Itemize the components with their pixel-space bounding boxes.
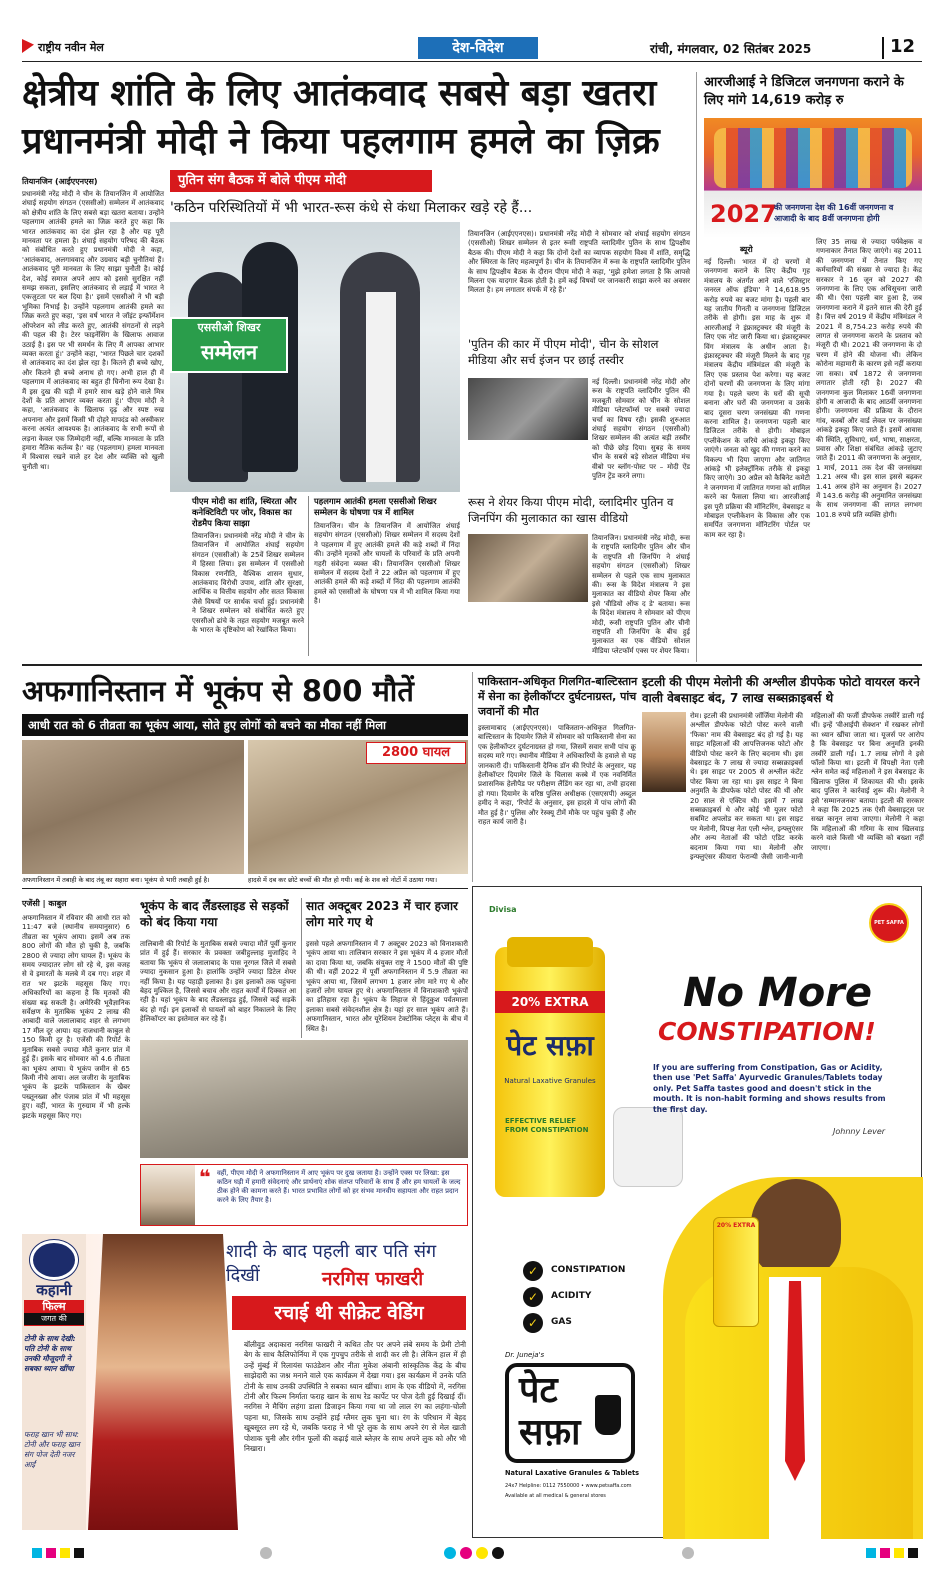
- meloni-headline: इटली की पीएम मेलोनी की अश्लील डीपफेक फोटो वायरल करने वाली वेबसाइट बंद, 7 लाख सब्सक्राइबर्स थे: [642, 675, 920, 705]
- trio-photo: [468, 534, 588, 602]
- col3-body: तियानजिन (आईएएनएस)। प्रधानमंत्री नरेंद्र मोदी ने सोमवार को शंघाई सहयोग संगठन (एससीओ) शिखर सम्मेलन से इतर रूसी राष्ट्रपति व्लादिमीर पुतिन के साथ द्विपक्षीय बैठक की। पीएम मोदी ने कहा कि दोनों देशों का व्यापक सहयोग विश्व में शांति, समृद्धि और स्थिरता के लिए महत्वपूर्ण है। चीन के तियानजिन में रूस के राष्ट्रपति व्लादिमीर पुतिन के साथ द्विपक्षीय बैठक के दौरान पीएम मोदी ने कहा, 'मुझे हमेशा लगता है कि आपसे मिलना एक यादगार बैठक होती है। हमें कई विषयों पर जानकारी साझा करने का अवसर मिलता है। हम लगातार संपर्क में रहे हैं।': [468, 230, 690, 295]
- paper-name: राष्ट्रीय नवीन मेल: [38, 41, 104, 54]
- modi-quote-box: [140, 1164, 468, 1226]
- quake-caption-2: हादसे में दब कर छोटे बच्चों की मौत हो गयी। कई के शव को नोटों में उठाया गया।: [248, 876, 438, 884]
- quake-subhead-bar: [22, 714, 468, 736]
- toilet-roll-graphic: [613, 1107, 683, 1187]
- registration-strip: [22, 1546, 922, 1560]
- check-item-1-text: CONSTIPATION: [551, 1265, 626, 1275]
- quake-subhead: आधी रात को 6 तीव्रता का भूकंप आया, सोते हुए लोगों को बचने का मौका नहीं मिला: [28, 718, 387, 732]
- reg-dot-m: [460, 1547, 472, 1559]
- figure-left: [188, 272, 248, 482]
- color-swatch-black-r: [908, 1548, 918, 1558]
- dateline: रांची, मंगलवार, 02 सितंबर 2025: [650, 42, 812, 56]
- small-pack: [713, 1217, 759, 1327]
- paper-logo: [22, 39, 34, 53]
- film-red-banner-text: रचाई थी सीक्रेट वेडिंग: [274, 1302, 424, 1324]
- ad-seal: [869, 903, 909, 943]
- ad-logo-line2: सफ़ा: [519, 1412, 581, 1453]
- pet-saffa-ad: [472, 886, 922, 1538]
- meloni-photo: [642, 712, 686, 792]
- figure-right-shirt: [366, 292, 396, 482]
- check-icon: ✓: [523, 1313, 543, 1333]
- check-icon: ✓: [523, 1287, 543, 1307]
- ad-tagline-1: No More: [683, 970, 873, 1016]
- film-logo-bottom: जगत की: [24, 1313, 84, 1325]
- bottle-name: पेट सफ़ा: [506, 1029, 594, 1062]
- quake-sub2: सात अक्टूबर 2023 में चार हजार लोग मारे गए थे: [306, 899, 458, 929]
- census-year: 2027: [710, 200, 777, 228]
- census-body: नई दिल्ली। भारत में दो चरणों में जनगणना कराने के लिए केंद्रीय गृह मंत्रालय के अंतर्गत आने वाले 'रजिस्ट्रार जनरल ऑफ इंडिया' ने 14,618.95 करोड़ रुपये का बजट मांगा है। पहली बार यह जातीय गिनती व जनगणना डिजिटल तरीके से होगी। इस माह के शुरू में आरजीआई ने इंफ्रास्ट्रक्चर की मंजूरी के लिए एक नोट जारी किया था। इंफ्रास्ट्रक्चर विंग मंत्रालय के अधीन आता है। इंफ्रास्ट्रक्चर की मंजूरी मिलने के बाद गृह मंत्रालय केंद्रीय मंत्रिमंडल की मंजूरी के लिए एक प्रस्ताव पेश करेगा। यह बजट दोनों चरणों की जनगणना के लिए मांगा गया है। पहले चरण के घरों की सूची बनाना और घरों की जनगणना व उसके बाद दूसरा चरण जनसंख्या की गणना करना शामिल है। जनगणना पहली बार डिजिटल तरीके से होगी। मोबाइल एप्लीकेशन के जरिये आंकड़े इकट्ठा किए जाएंगे। जनता को खुद की गणना करने का विकल्प भी दिया जाएगा और जातिगत आंकड़े भी इलेक्ट्रॉनिक तरीके से इकट्ठा किए जाएंगे। 30 अप्रैल को कैबिनेट कमेटी ने जनगणना में जातिगत गणना को शामिल करने का फैसला लिया था। आरजीआई इस पूरी प्रक्रिया की मॉनिटरिंग, वेबसाइट व मोबाइल एप्लीकेशन के विकास और एक समर्पित जनगणना मॉनिटरिंग पोर्टल पर काम कर रहा है।: [704, 258, 810, 539]
- bottle-cap: [507, 937, 593, 967]
- masthead-rule: [22, 61, 922, 62]
- small-pack-text: 20% EXTRA: [716, 1222, 756, 1229]
- modi-thumb: [141, 1165, 195, 1225]
- lead-red-kicker: [170, 170, 432, 192]
- col3-sub2-body: तियानजिन। प्रधानमंत्री नरेंद्र मोदी, रूस के राष्ट्रपति व्लादिमीर पुतिन और चीन के राष्ट्रपति शी जिनपिंग ने शंघाई सहयोग संगठन (एससीओ) शिखर सम्मेलन से पहले एक साथ मुलाकात की। रूस के विदेश मंत्रालय ने इस मुलाकात का वीडियो शेयर किया और इसे 'वीडियो ऑफ द डे' बताया। रूस के विदेश मंत्रालय ने सोमवार को पीएम मोदी, रूसी राष्ट्रपति पुतिन और चीनी राष्ट्रपति शी जिनपिंग के बीच हुई मुलाकात का एक वीडियो सोशल मीडिया प्लेटफॉर्म एक्स पर शेयर किया।: [592, 534, 690, 655]
- modi-quote-text: वहीं, पीएम मोदी ने अफगानिस्तान में आए भूकंप पर दुख जताया है। उन्होंने एक्स पर लिखा: इस कठिन घड़ी में हमारी संवेदनाएं और प्रार्थनाएं शोक संतप्त परिवारों के साथ हैं और हम घायलों के जल्द ठीक होने की कामना करते हैं। भारत प्रभावित लोगों को हर संभव मानवीय सहायता और राहत प्रदान करने के लिए तैयार है।: [217, 1169, 461, 1204]
- quake-headline: अफगानिस्तान में भूकंप से 800 मौतें: [22, 674, 414, 708]
- pok-headline: पाकिस्तान-अधिकृत गिलगित-बाल्टिस्तान में सेना का हेलीकॉप्टर दुर्घटनाग्रस्त, पांच जवानों की मौत: [478, 675, 638, 718]
- ad-logo-box: [505, 1363, 635, 1463]
- color-swatch-cyan: [32, 1548, 42, 1558]
- reg-dot-2: [682, 1547, 694, 1559]
- check-item-1: [523, 1261, 683, 1283]
- col3-sub1: 'पुतिन की कार में पीएम मोदी', चीन के सोशल मीडिया और सर्च इंजन पर छाई तस्वीर: [468, 337, 659, 367]
- col2b-body: तियानजिन। चीन के तियानजिन में आयोजित शंघाई सहयोग संगठन (एससीओ) शिखर सम्मेलन में सदस्य देशों ने पहलगाम में हुए आतंकी हमले की कड़े शब्दों में निंदा की। उन्होंने मृतकों और घायलों के परिवारों के प्रति अपनी गहरी संवेदना व्यक्त की। तियानजिन एससीओ शिखर सम्मेलन में सदस्य देशों ने 22 अप्रैल को पहलगाम में हुए आतंकी हमले की कड़े शब्दों में निंदा की पहलगाम आतंकी हमले को एससीओ के घोषणा पत्र में भी शामिल किया गया है।: [314, 522, 460, 606]
- check-item-3: [523, 1313, 683, 1335]
- injured-badge-text: 2800 घायल: [381, 745, 451, 760]
- col3-sub2: रूस ने शेयर किया पीएम मोदी, व्लादिमीर पुतिन व जिनपिंग की मुलाकात का खास वीडियो: [468, 495, 674, 525]
- injured-badge: [366, 742, 466, 764]
- quake-sub1-body: तालिबानी की रिपोर्ट के मुताबिक सबसे ज्यादा मौतें पूर्वी कुनार प्रांत में हुई हैं। सरकार के प्रवक्ता जबीहुल्लाह मुजाहिद ने बताया कि भूकंप से जलालाबाद के पास नूरगल जिले में सबसे ज्यादा नुकसान हुआ है। हालांकि उन्होंने ज्यादा डिटेल शेयर नहीं किया है। यह पहाड़ी इलाका है। इस इलाकों तक पहुंचना बेहद मुश्किल है, जिससे बचाव और राहत कार्यों में दिक्कत आ रही है। यहां भूकंप के बाद लैंडस्लाइड हुई, जिससे कई सड़कें बंद हो गईं। इन इलाकों से घायलों को बाहर निकालने के लिए हेलिकॉप्टर का इस्तेमाल कर रहे हैं।: [140, 940, 296, 1024]
- quake-photo-1: [22, 740, 244, 874]
- film-red-banner: [232, 1296, 466, 1330]
- col2-rule: [308, 496, 309, 656]
- section-rule-1: [22, 664, 922, 666]
- check-icon: ✓: [523, 1261, 543, 1281]
- check-item-2-text: ACIDITY: [551, 1291, 592, 1301]
- sco-badge-line2: सम्मेलन: [200, 340, 258, 364]
- film-side-note-2: फराह खान भी साथ: टोनी और फराह खान संग पोज देती नजर आईं: [24, 1430, 80, 1469]
- sco-badge: [170, 317, 288, 373]
- reg-dot-k: [492, 1547, 504, 1559]
- ad-logo-foot: 24x7 Helpline: 0112 7550000 • www.petsaffa.com: [505, 1483, 632, 1489]
- check-item-2: [523, 1287, 683, 1309]
- col2b-head: पहलगाम आतंकी हमला एससीओ शिखर सम्मेलन के घोषणा पत्र में शामिल: [314, 496, 437, 517]
- reg-dot-y: [476, 1547, 488, 1559]
- quake-sub-divider: [301, 898, 302, 1038]
- census-byline: ब्यूरो: [740, 245, 753, 254]
- census-body-2: लिए 35 लाख से ज्यादा पर्यवेक्षक व गणनाकार तैनात किए जाएंगे। वह 2011 की जनगणना में तैनात किए गए कर्मचारियों की संख्या से ज्यादा है। केंद्र सरकार ने 16 जून को 2027 की जनगणना के लिए एक अधिसूचना जारी की थी। ऐसा पहली बार हुआ है, जब जनगणना कराने में इतने साल की देरी हुई है। वित्त वर्ष 2019 में केंद्रीय मंत्रिमंडल ने 2021 में 8,754.23 करोड़ रुपये की लागत से जनगणना कराने के प्रस्ताव को मंजूरी दी थी। 2021 की जनगणना के दो चरण में होने की योजना थी। लेकिन कोरोना महामारी के कारण इसे नहीं कराया जा सका। वर्ष 1872 से जनगणना लगातार होती रही है। 2027 की जनगणना कुल मिलाकर 16वीं जनगणना होगी व आजादी के बाद आठवीं जनगणना होगी। जनगणना की प्रक्रिया के दौरान गांव, कस्बों और वार्ड लेवल पर जनसंख्या आंकड़े इकट्ठा किए जाते हैं। इसमें आवास की स्थिति, सुविधाएं, धर्म, भाषा, साक्षरता, प्रवास और शिक्षा संबंधित आंकड़े जुटाए जाते हैं। 2011 की जनगणना के अनुसार, 1 मार्च, 2011 तक देश की जनसंख्या 1.21 अरब थी। इस साल इससे बढ़कर 1.41 अरब होने का अनुमान है। 2027 में 143.6 करोड़ की अनुमानित जनसंख्या के साथ जनगणना की लागत लगभग 101.8 रुपये प्रति व्यक्ति होगी।: [816, 238, 922, 519]
- bottle-claim: EFFECTIVE RELIEF FROM CONSTIPATION: [505, 1117, 589, 1134]
- col3-sub1-body: नई दिल्ली। प्रधानमंत्री नरेंद्र मोदी और रूस के राष्ट्रपति व्लादिमीर पुतिन की मजबूती सोमवार को चीन के सोशल मीडिया प्लेटफॉर्म्स पर सबसे ज्यादा चर्चा का विषय रही। इसकी शुरुआत शंघाई सहयोग संगठन (एससीओ) शिखर सम्मेलन की अत्यंत बड़ी तस्वीर को पीछे छोड़ दिया। सुबह के समय चीन के सबसे बड़े सोशल मीडिया मंच वीबो पर ब्लॉग-पोस्ट पर – मोदी ऐंड पुतिन ट्रेंड करने लगा।: [592, 378, 690, 481]
- ad-tagline-2: CONSTIPATION!: [658, 1017, 876, 1046]
- quake-rule: [22, 888, 468, 889]
- ad-seal-text: PET SAFFA: [874, 920, 904, 926]
- census-banner-text: की जनगणना देश की 16वीं जनगणना व आजादी के बाद 8वीं जनगणना होगी: [774, 203, 894, 223]
- quake-body: अफगानिस्तान में रविवार की आधी रात को 11:47 बजे (स्थानीय समयानुसार) 6 तीव्रता का भूकंप आया। इसमें अब तक 800 लोगों की मौत हो चुकी है, जबकि 2800 से ज्यादा लोग घायल हैं। भूकंप के समय ज्यादातर लोग सो रहे थे, इस वजह से वे इमारतों के मलबे में दब गए। शहर में रात भर झटके महसूस किए गए। अधिकारियों का कहना है कि मृतकों की संख्या बढ़ सकती है। अमेरिकी भूवैज्ञानिक सर्वेक्षण के मुताबिक भूकंप 2 लाख की आबादी वाले जलालाबाद शहर से लगभग 17 मील दूर आया। यह राजधानी काबुल से 150 किमी दूर है। एजेंसी की रिपोर्ट के मुताबिक सबसे ज्यादा मौतें कुनार प्रांत में हुई हैं। इसके बाद सोमवार को 4.6 तीव्रता का भूकंप आया। ये भूकंप जमीन से 65 किमी नीचे आया। अल जजीरा के मुताबिक भूकंप के झटके पाकिस्तान के खैबर पख्तूनख्वा और पंजाब प्रांत में भी महसूस हुए। वहीं, भारत के गुरुग्राम में भी हल्के झटके महसूस किए गए।: [22, 914, 130, 1120]
- census-banner: [704, 118, 922, 238]
- bottle-extra-tag: [495, 991, 605, 1013]
- pok-body: इस्लामाबाद (आईएएनएस)। पाकिस्तान-अधिकृत गिलगित-बाल्टिस्तान के दियामेर जिले में सोमवार को पाकिस्तानी सेना का एक हेलीकॉप्टर दुर्घटनाग्रस्त हो गया, जिसमें सवार सभी पांच क्रू सदस्य मारे गए। स्थानीय मीडिया ने अधिकारियों के हवाले से यह जानकारी दी। पाकिस्तानी दैनिक डॉन की रिपोर्ट के अनुसार, यह हेलीकॉप्टर दियामेर जिले के चिलास कस्बे में एक नवनिर्मित प्रशासनिक हेलीपैड पर परीक्षण लैंडिंग कर रहा था, तभी हादसा हो गया। दियामेर के वरिष्ठ पुलिस अधीक्षक (एसएसपी) अब्दुल हमीद ने कहा, 'रिपोर्ट के अनुसार, इस हादसे में पांच लोगों की मौत हुई है।' पुलिस और रेस्क्यू टीमें मौके पर पहुंच चुकी हैं और राहत कार्य जारी है।: [478, 724, 637, 827]
- film-feature: [22, 1234, 468, 1530]
- reg-dot-c: [444, 1547, 456, 1559]
- quake-sub1: भूकंप के बाद लैंडस्लाइड से सड़कों को बंद किया गया: [140, 899, 289, 929]
- film-side-note-1: टोनी के साथ देखी: पति टोनी के साथ उनकी मौजूदगी ने सबका ध्यान खींचा: [24, 1334, 76, 1373]
- film-body: बॉलीवुड अदाकारा नरगिस फाखरी ने कथित तौर पर अपने लंबे समय के प्रेमी टोनी बेग के साथ कैलिफोर्निया में एक गुपचुप तरीके से शादी कर ली है। लेकिन हाल में ही उन्हें मुंबई में रिलायंस फाउंडेशन और नीता मुकेश अंबानी सांस्कृतिक केंद्र के बीच साझेदारी का जश्न मनाने वाले एक कार्यक्रम में देखा गया। इस कार्यक्रम में उनके पति टोनी के साथ उनकी उपस्थिति ने सबका ध्यान खींचा। शाम के एक वीडियो में, नरगिस टोनी और फिल्म निर्माता फराह खान के साथ रेड कार्पेट पर पोज देती हुई दिखाई दीं। नरगिस ने मैचिंग लहंगा डाला डिजाइन किया गया था जो लाल रंग का लहंगा-चोली पहना था, जिसके साथ उन्होंने हाई ग्लैमर लुक चुना था। रंग के परिधान में बेहद खूबसूरत लग रहे थे, जबकि फराह ने भी पूरे लुक के साथ अपने रंग से मेल खाती पोशाक चुनी और रंगीन फूलों की कढ़ाई वाले ब्लेज़र के साथ अपने लुक को और भी निखारा।: [244, 1340, 466, 1454]
- ad-logo-tag: Natural Laxative Granules & Tablets: [505, 1469, 640, 1477]
- col2a-head: पीएम मोदी का शांति, स्थिरता और कनेक्टिविटी पर जोर, विकास का रोडमैप किया साझा: [192, 496, 297, 528]
- lead-headline-2: प्रधानमंत्री मोदी ने किया पहलगाम हमले का ज़िक्र: [22, 121, 660, 162]
- product-bottle: [495, 947, 605, 1197]
- section-tab: [418, 37, 538, 59]
- quake-byline: एजेंसी | काबुल: [22, 899, 67, 908]
- ad-signature: Johnny Lever: [833, 1127, 886, 1136]
- film-reel-icon: [30, 1240, 78, 1280]
- ad-brand-small: Divisa: [489, 905, 517, 914]
- sco-badge-line1: एससीओ शिखर: [197, 321, 261, 334]
- film-headline-1: शादी के बाद पहली बार पति संग दिखीं: [226, 1241, 437, 1286]
- film-logo-band: [24, 1300, 84, 1326]
- page-number: 12: [890, 36, 916, 57]
- lead-right-rule: [696, 72, 697, 662]
- leaders-photo: [170, 222, 460, 492]
- ad-checklist: [523, 1261, 683, 1341]
- lead-headline-1: क्षेत्रीय शांति के लिए आतंकवाद सबसे बड़ा खतरा: [22, 73, 657, 114]
- color-swatch-magenta: [46, 1548, 56, 1558]
- lead-body: प्रधानमंत्री नरेंद्र मोदी ने चीन के तियानजिन में आयोजित शंघाई सहयोग संगठन (एससीओ) सम्मेलन में आतंकवाद को क्षेत्रीय शांति के लिए सबसे बड़ा खतरा बताया। उन्होंने पहलगाम आतंकी हमले का जिक्र करते हुए कहा कि भारत आतंकवाद का दंश झेल रहा है और यह पूरी मानवता पर हमला है। शंघाई सहयोग परिषद की बैठक को संबोधित करते हुए प्रधानमंत्री मोदी ने कहा, 'आतंकवाद, अलगाववाद और उग्रवाद बड़ी चुनौतियां हैं। आतंकवाद पूरी मानवता के लिए साझा चुनौती है। कोई देश, कोई समाज अपने आप को इससे सुरक्षित नहीं समझ सकता, इसलिए आतंकवाद से लड़ाई में भारत ने एकजुटता पर बल दिया है।' इसमें एससीओ ने भी बड़ी भूमिका निभाई है। उन्होंने पहलगाम आतंकी हमले का जिक्र करते हुए कहा, 'इस वर्ष भारत ने जॉइंट इन्फॉर्मेशन ऑपरेशन को लीड करते हुए, आतंकी संगठनों से लड़ने की पहल की है। टेरर फाइनेंसिंग के खिलाफ आवाज उठाई है। इस पर भी समर्थन के लिए मैं आपका आभार व्यक्त करता हूं।' उन्होंने कहा, 'भारत पिछले चार दशकों से आतंकवाद का दंश झेल रहा है। कितने ही बच्चे खोए, और कितने ही बच्चे अनाथ हो गए। अभी हाल ही में पहलगाम में आतंकवाद का बहुत ही घिनौना रूप देखा है। मैं इस दुख की घड़ी में हमारे साथ खड़े होने वाले मित्र देशों के प्रति आभार व्यक्त करता हूं।' पीएम मोदी ने कहा, 'आतंकवाद के खिलाफ दृढ़ और स्पष्ट रुख अपनाना और इसमें किसी भी दोहरे मापदंड को अस्वीकार करना अत्यंत आवश्यक है। आतंकवाद के सभी रूपों से लड़ना केवल एक जिम्मेदारी नहीं, बल्कि मानवता के प्रति हमारा नैतिक कर्तव्य है।' वह (पहलगाम) हमला मानवता में विश्वास रखने वाले हर देश और व्यक्ति को खुली चुनौती था।: [22, 190, 164, 471]
- lead-byline: तियानजिन (आईएएनएस): [22, 177, 98, 186]
- toilet-icon: [595, 1395, 621, 1435]
- bottle-sub: Natural Laxative Granules: [504, 1077, 596, 1085]
- ad-logo-foot-2: Available at all medical & general stores: [505, 1493, 606, 1499]
- quake-photo-2: [248, 740, 468, 874]
- color-swatch-yellow-r: [894, 1548, 904, 1558]
- ad-copy: If you are suffering from Constipation, Gas or Acidity, then use 'Pet Saffa' Ayurvedic Granules/Tablets today only. Pet Saffa tastes good and doesn't stick in the mouth. It is non-habit forming and shows results from the first day.: [653, 1063, 886, 1114]
- quake-sub2-body: इससे पहले अफगानिस्तान में 7 अक्टूबर 2023 को विनाशकारी भूकंप आया था। तालिबान सरकार ने इस भूकंप में 4 हजार मौतों का दावा किया था, जबकि संयुक्त राष्ट्र ने 1500 मौतों की पुष्टि की थी। वहीं 2022 में पूर्वी अफगानिस्तान में 5.9 तीव्रता का भूकंप आया था, जिसमें लगभग 1 हजार लोग मारे गए थे और हजारों लोग घायल हुए थे। अफगानिस्तान में विनाशकारी भूकंपों का इतिहास रहा है। भूकंप के लिहाज से हिंदूकुश पर्वतमाला इलाका सबसे संवेदनशील क्षेत्र है। यहां हर साल भूकंप आते हैं। अफगानिस्तान, भारत और यूरेशियन टेक्टोनिक प्लेट्स के बीच में स्थित है।: [306, 940, 468, 1033]
- lead-subhead: 'कठिन परिस्थितियों में भी भारत-रूस कंधे से कंधा मिलाकर खड़े रहे हैं...: [170, 200, 533, 216]
- reg-dot-1: [260, 1547, 272, 1559]
- ad-logo-line1: पेट: [519, 1370, 558, 1411]
- color-swatch-yellow: [60, 1548, 70, 1558]
- crowd-graphic: [714, 128, 912, 188]
- film-logo-top: कहानी: [36, 1281, 72, 1299]
- page-divider: [882, 37, 884, 59]
- meloni-body: रोम। इटली की प्रधानमंत्री जॉर्जिया मेलोनी की अश्लील डीपफेक फोटो पोस्ट करने वाली 'फिका' नाम की वेबसाइट बंद हो गई है। यह साइट महिलाओं की आपत्तिजनक फोटो और वीडियो पोस्ट करने के लिए बदनाम थी। इस वेबसाइट के 7 लाख से ज्यादा सब्सक्राइबर्स थे। इस साइट पर 2005 से अश्लील कंटेंट पोस्ट किया जा रहा था। इस साइट ने बिना अनुमति के डीपफेक फोटो पोस्ट की थीं और 20 साल से एक्टिव थी। इसमें 7 लाख सब्सक्राइबर्स थे और कोई भी यूजर फोटो सबमिट अपलोड कर सकता था। इस साइट पर मेलोनी, विपक्ष नेता एली श्लेन, इन्फ्लुएंसर और अन्य नेताओं की फोटो एडिट करके बदनाम किया गया था। मेलोनी और इन्फ्लुएंसर कीयारा फेरान्यी जैसी जानी-मानी महिलाओं की फर्जी डीपफेक तस्वीरें डाली गई थीं। इन्हें 'वीआईपी सेक्शन' में रखकर लोगों का ध्यान खींचा जाता था। यूजर्स पर आरोप है कि वेबसाइट पर बिना अनुमति इनकी तस्वीरें डाली गईं। 1.7 लाख लोगों ने इसे फॉलो किया था। इटली में विपक्षी नेता एली श्लेन समेत कई महिलाओं ने इस वेबसाइट के खिलाफ पुलिस में शिकायत की थी। इसके बाद पुलिस ने कार्रवाई शुरू की। मेलोनी ने इसे 'सम्मानजनक' बताया। इटली की सरकार ने कहा कि 2025 तक ऐसी वेबसाइट्स पर सख्त कानून लाया जाएगा। मेलोनी ने कहा कि महिलाओं की गरिमा के साथ खिलवाड़ करने वाले किसी भी व्यक्ति को बख्शा नहीं जाएगा।: [690, 712, 924, 862]
- film-logo-mid: फिल्म: [42, 1300, 66, 1313]
- census-headline: आरजीआई ने डिजिटल जनगणना कराने के लिए मांगे 14,619 करोड़ रु: [704, 75, 904, 108]
- masthead: [22, 35, 922, 61]
- quote-mark-icon: ❝: [199, 1165, 211, 1189]
- col2a-body: तियानजिन। प्रधानमंत्री नरेंद्र मोदी ने चीन के तियानजिन में आयोजित शंघाई सहयोग संगठन (एससीओ) के 25वें शिखर सम्मेलन में हिस्सा लिया। इस सम्मेलन में एससीओ विकास रणनीति, वैश्विक शासन सुधार, आतंकवाद विरोधी उपाय, शांति और सुरक्षा, आर्थिक व वित्तीय सहयोग और सतत विकास जैसे विषयों पर सार्थक चर्चा हुई। प्रधानमंत्री ने शिखर सम्मेलन को संबोधित करते हुए एससीओ ढांचे के तहत सहयोग मजबूत करने के भारत के दृष्टिकोण को रेखांकित किया।: [192, 532, 304, 635]
- ad-logo-block: [501, 1351, 643, 1503]
- car-photo: [468, 378, 588, 440]
- check-item-3-text: GAS: [551, 1317, 572, 1327]
- color-swatch-magenta-r: [880, 1548, 890, 1558]
- color-swatch-black: [74, 1548, 84, 1558]
- actress-photo: [88, 1234, 238, 1530]
- film-logo: [24, 1240, 84, 1328]
- rescue-photo: [140, 1040, 468, 1158]
- spokesperson-head: [751, 1179, 841, 1279]
- film-headline-name: नरगिस फाखरी: [322, 1268, 424, 1290]
- color-swatch-cyan-r: [866, 1548, 876, 1558]
- section-label: देश-विदेश: [452, 40, 504, 56]
- quake-caption-1: अफगानिस्तान में तबाही के बाद तंबू का सहारा बना। भूकंप से भारी तबाही हुई है।: [22, 876, 210, 884]
- ad-logo-brand: Dr. Juneja's: [505, 1351, 545, 1359]
- lead-red-kicker-text: पुतिन संग बैठक में बोले पीएम मोदी: [178, 173, 347, 188]
- bottle-extra-text: 20% EXTRA: [511, 995, 589, 1009]
- mid-vertical-rule: [472, 672, 473, 882]
